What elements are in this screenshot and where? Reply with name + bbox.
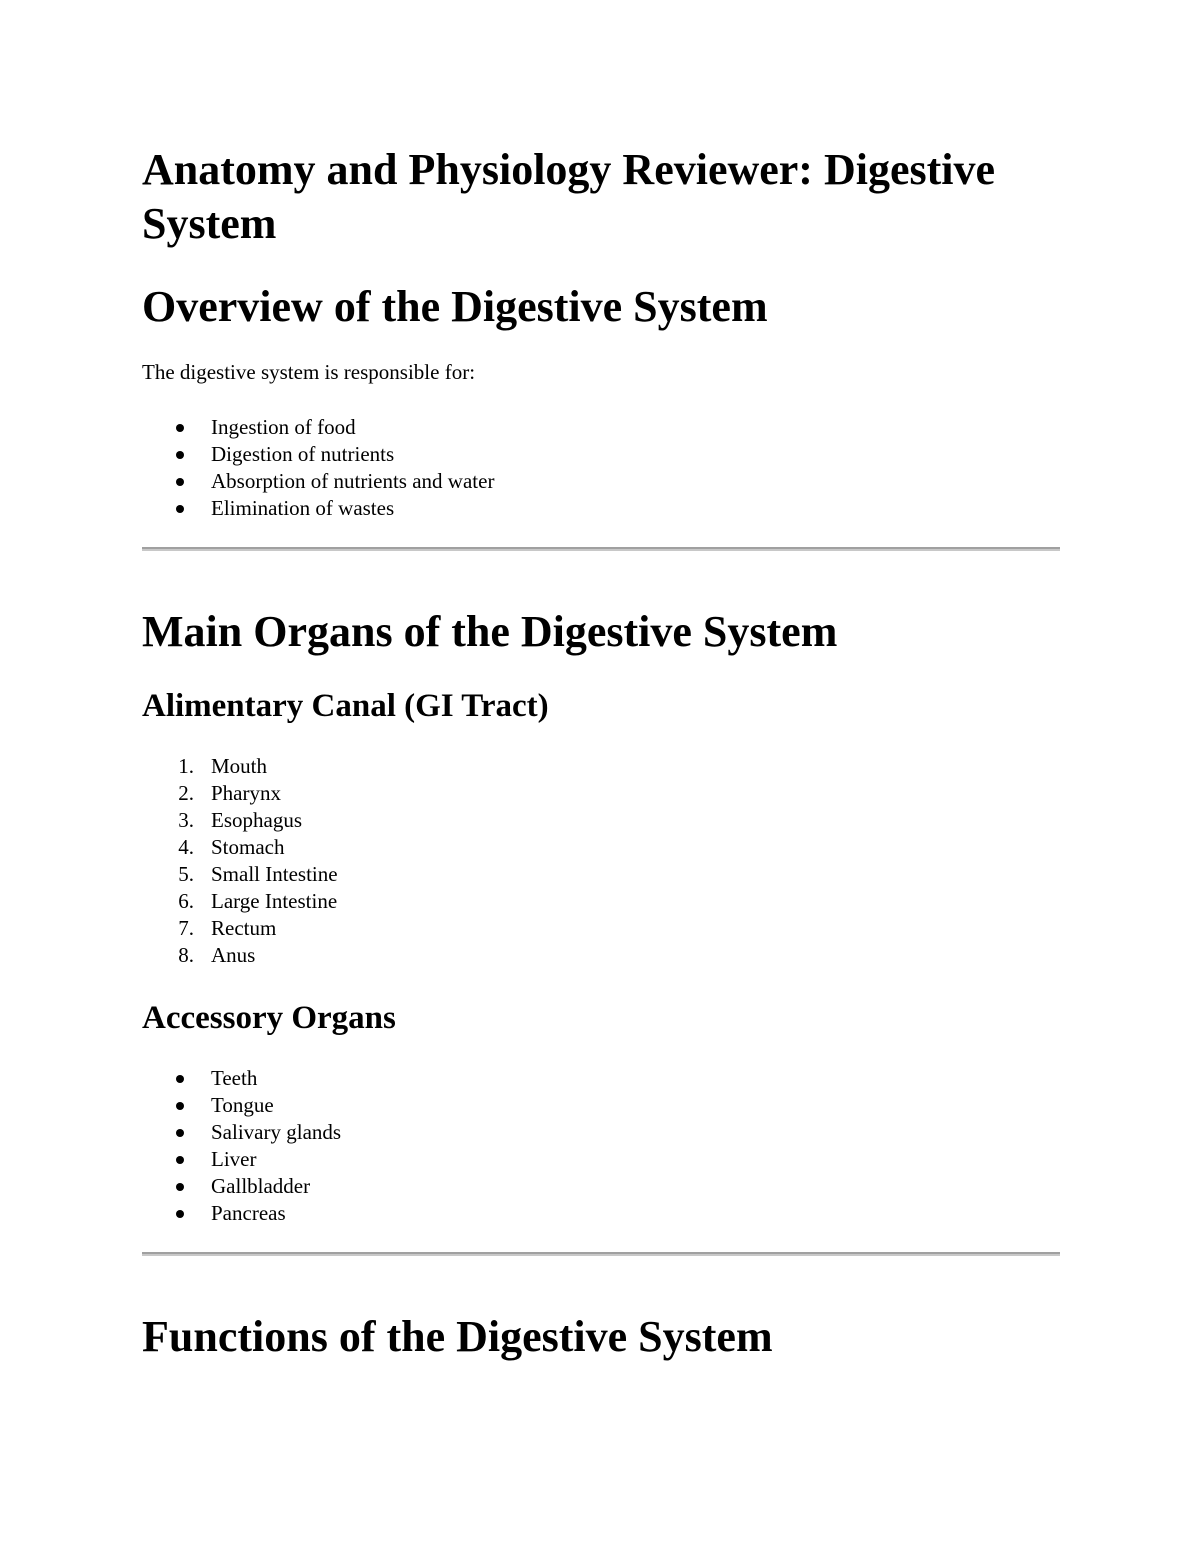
list-item: 5. Small Intestine [142,861,338,888]
list-item: Tongue [142,1092,341,1119]
list-item: Ingestion of food [142,414,494,441]
overview-bullet-list [142,414,494,522]
list-number: 6. [178,889,194,913]
subheading-accessory-organs: Accessory Organs [142,1000,396,1036]
list-item: Elimination of wastes [142,495,494,522]
bullet-icon [176,1102,184,1110]
bullet-icon [176,505,184,513]
list-item: 6. Large Intestine [142,888,338,915]
section-heading-overview: Overview of the Digestive System [142,282,768,331]
document-title: Anatomy and Physiology Reviewer: Digestive System [142,145,996,248]
overview-intro-text: The digestive system is responsible for: [142,360,476,384]
horizontal-divider [142,547,1060,551]
bullet-icon [176,451,184,459]
list-item: Liver [142,1146,341,1173]
list-item: Gallbladder [142,1173,341,1200]
bullet-icon [176,1210,184,1218]
section-heading-functions: Functions of the Digestive System [142,1312,773,1361]
list-number: 1. [178,754,194,778]
list-number: 7. [178,916,194,940]
list-number: 5. [178,862,194,886]
bullet-icon [176,1129,184,1137]
list-item: 2. Pharynx [142,780,338,807]
list-number: 2. [178,781,194,805]
bullet-icon [176,1183,184,1191]
list-number: 4. [178,835,194,859]
list-number: 3. [178,808,194,832]
section-heading-main-organs: Main Organs of the Digestive System [142,607,838,656]
alimentary-canal-numbered-list [142,753,338,969]
list-item: 3. Esophagus [142,807,338,834]
list-item: 4. Stomach [142,834,338,861]
list-number: 8. [178,943,194,967]
list-item: 7. Rectum [142,915,338,942]
list-item: Teeth [142,1065,341,1092]
bullet-icon [176,1075,184,1083]
bullet-icon [176,424,184,432]
bullet-icon [176,1156,184,1164]
list-item: Salivary glands [142,1119,341,1146]
list-item: 1. Mouth [142,753,338,780]
subheading-alimentary-canal: Alimentary Canal (GI Tract) [142,688,549,724]
accessory-organs-bullet-list [142,1065,341,1227]
list-item: Absorption of nutrients and water [142,468,494,495]
list-item: Digestion of nutrients [142,441,494,468]
horizontal-divider [142,1252,1060,1256]
bullet-icon [176,478,184,486]
list-item: 8. Anus [142,942,338,969]
list-item: Pancreas [142,1200,341,1227]
